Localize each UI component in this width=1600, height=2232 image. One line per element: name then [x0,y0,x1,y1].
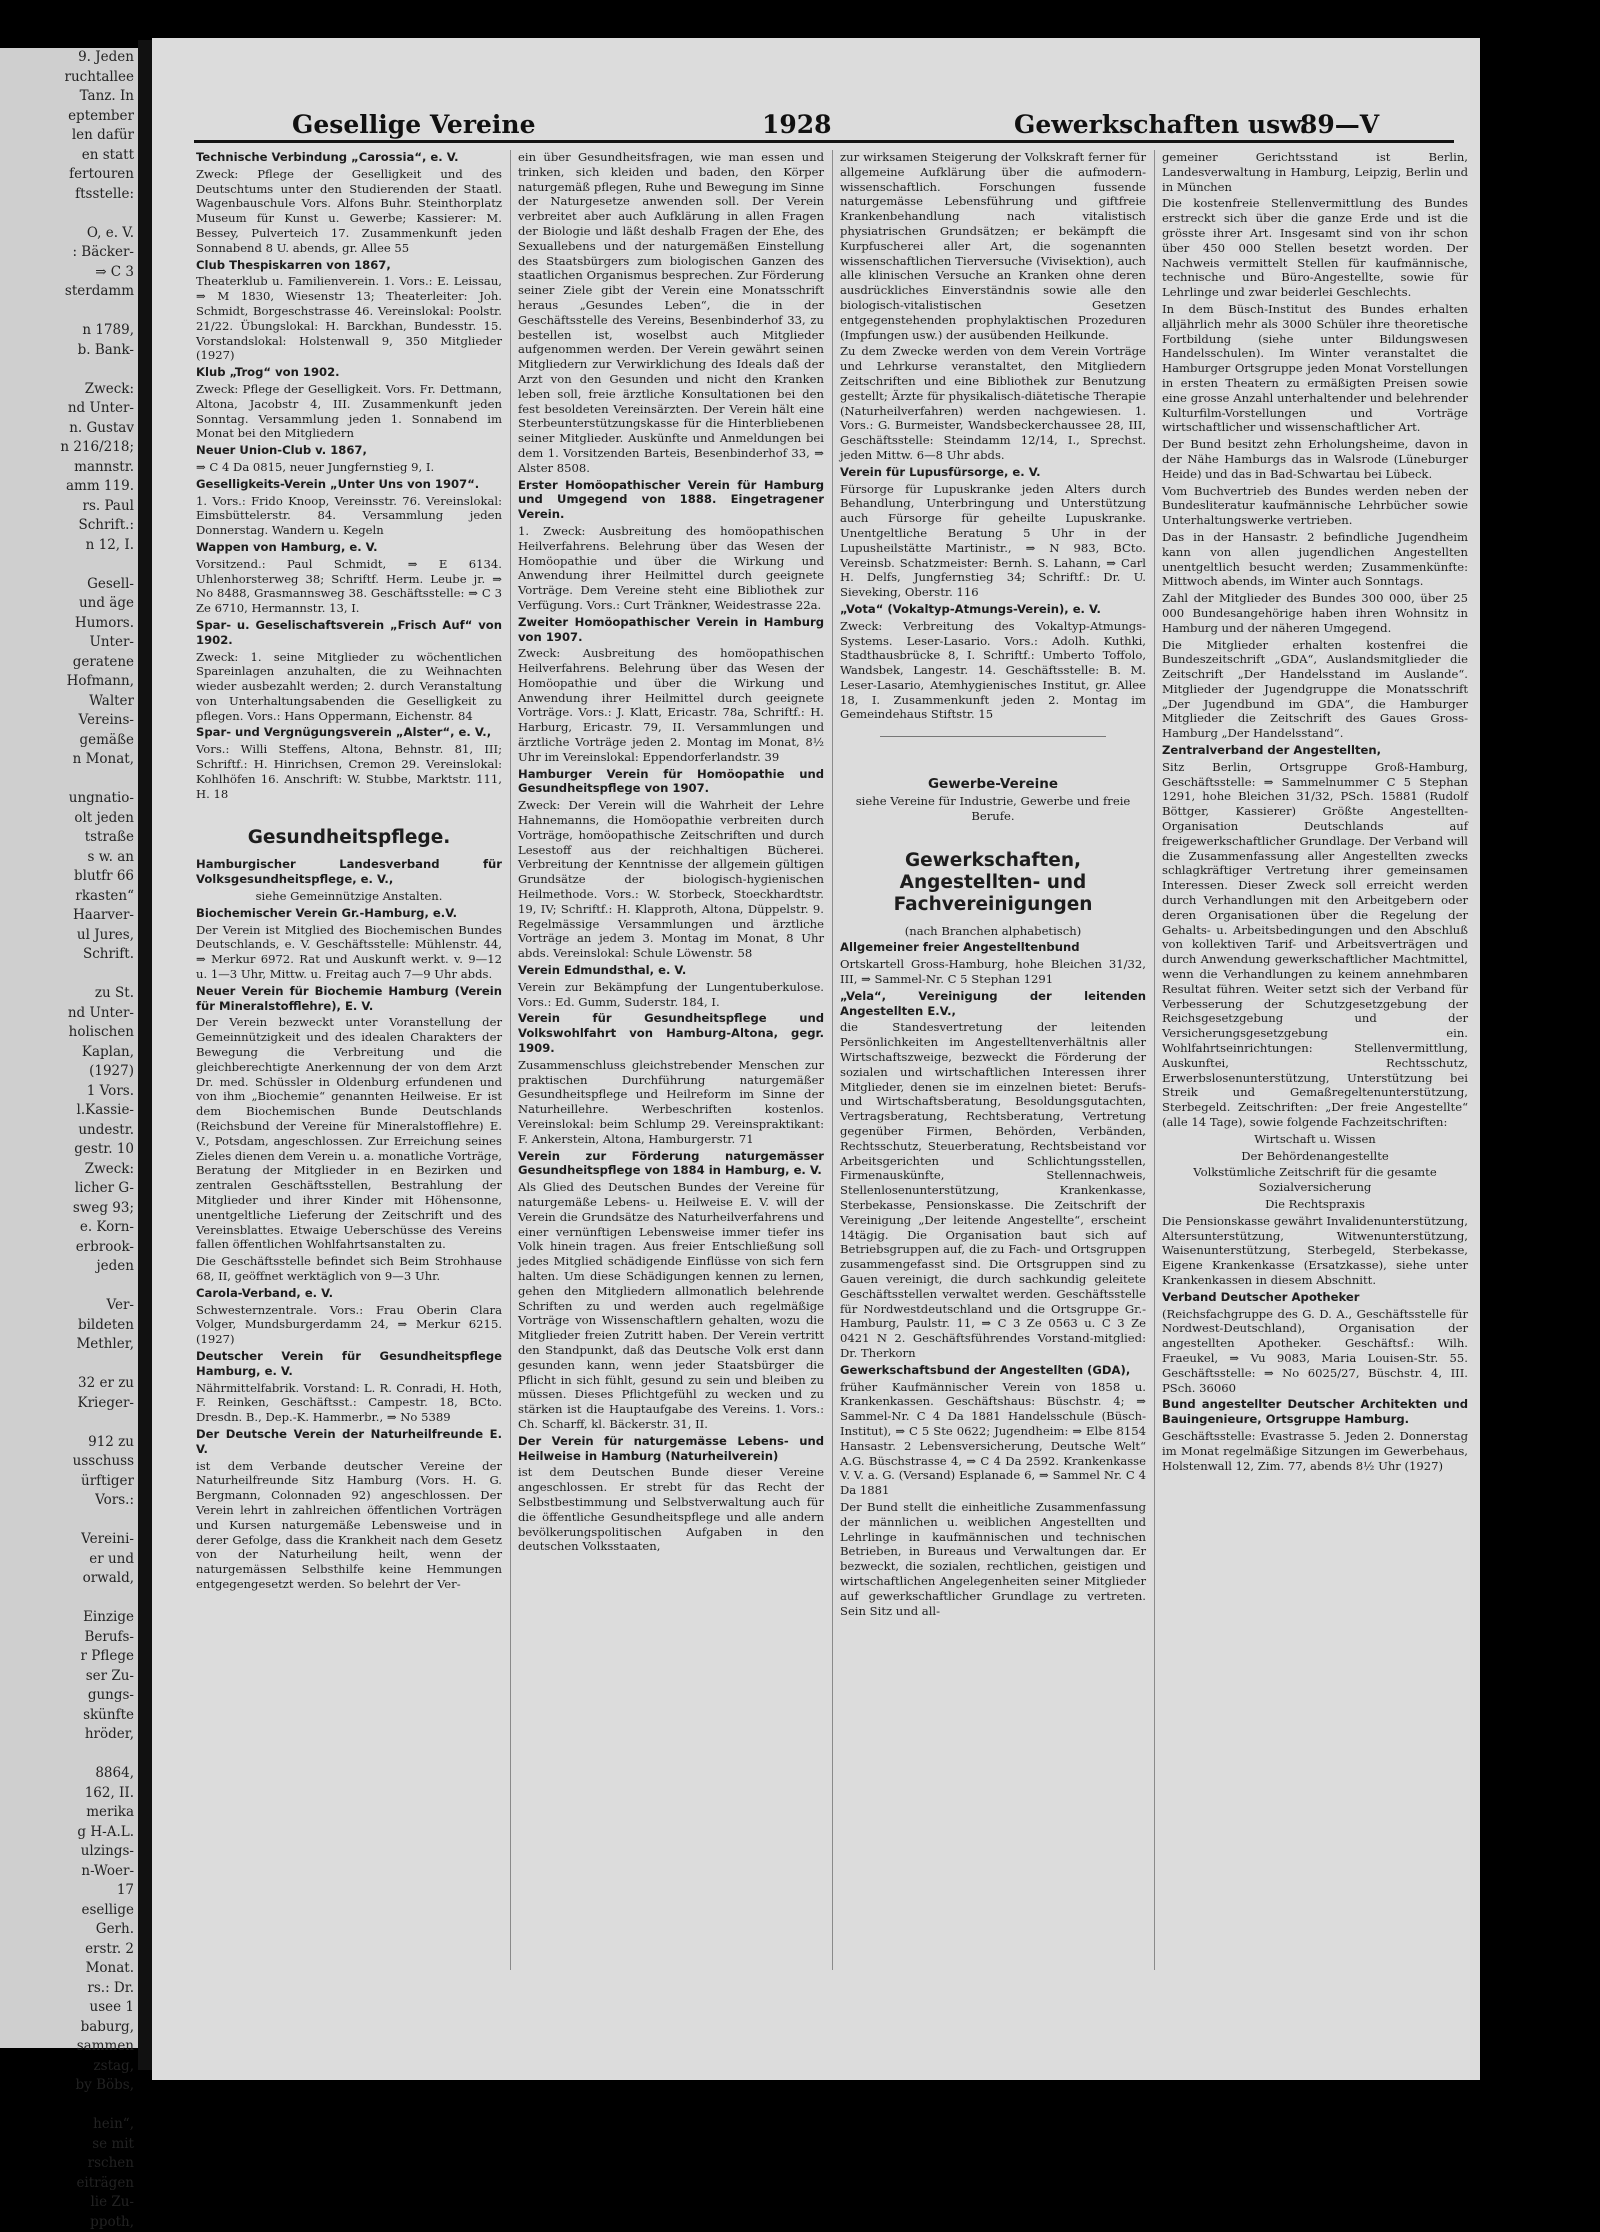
previous-page-fragment [0,48,138,2048]
centered-note: (nach Branchen alphabetisch) [840,924,1146,939]
entry-heading: Verein für Gesundheitspflege und Volkswohlfahrt von Hamburg-Altona, gegr. 1909. [518,1011,824,1055]
entry-text: ist dem Deutschen Bunde dieser Vereine angeschlossen. Er strebt für das Recht der Selbstbestimmung und Selbstverwaltung auch für die öffentliche Gesundheitspflege und alle andern bevölkerungspolitischen Aufgaben in den deutschen Volksstaaten, [518,1465,824,1554]
entry-heading: Wappen von Hamburg, e. V. [196,540,502,555]
entry-text: gemeiner Gerichtsstand ist Berlin, Landesverwaltung in Hamburg, Leipzig, Berlin und in München [1162,150,1468,194]
entry-text: Zweck: Verbreitung des Vokaltyp-Atmungs-Systems. Leser-Lasario. Vors.: Adolh. Kuthki, Stadthausbrücke 8, I. Schriftf.: Umberto Toffolo, Wandsbek, Langestr. 14. Geschäftsstelle: B. M. Leser-Lasario, Atemhygienisches Institut, gr. Allee 18, I. Zusammenkunft jeden 2. Montag im Gemeindehaus Stiftstr. 15 [840,619,1146,723]
entry-heading: Verein Edmundsthal, e. V. [518,963,824,978]
book-spine [138,40,152,2070]
entry-text: In dem Büsch-Institut des Bundes erhalten alljährlich mehr als 3000 Schüler ihre theoretische Fortbildung (siehe unter Bildungswesen Handelsschulen). Im Winter veranstaltet die Hamburger Ortsgruppe jeden Monat Vorstellungen in ersten Theatern zu ermäßigten Preisen sowie eine grosse Anzahl unterhaltender und belehrender Kulturfilm-Vorstellungen und Vorträge wirtschaftlicher und wissenschaftlicher Art. [1162,302,1468,435]
prev-page-line: eiträgen [0,2174,138,2194]
centered-note: siehe Gemeinnützige Anstalten. [196,889,502,904]
prev-page-line: n-Woer- [0,1862,138,1882]
prev-page-line: olt jeden [0,809,138,829]
entry-heading: Biochemischer Verein Gr.-Hamburg, e.V. [196,906,502,921]
prev-page-line: sterdamm [0,282,138,302]
prev-page-line: (1927) [0,1062,138,1082]
prev-page-line: ul Jures, [0,926,138,946]
section-heading: Gesundheitspflege. [196,827,502,849]
entry-text: Der Verein bezweckt unter Voranstellung der Gemeinnützigkeit und des idealen Charakters der Bewegung die Verbreitung und die gleichberechtigte Anerkennung der von dem Arzt Dr. med. Schüssler in Oldenburg erfundenen und von ihm „Biochemie“ genannten Heilweise. Er ist dem Biochemischen Bunde Deutschlands (Reichsbund der Vereine für Mineralstofflehre) E. V., Potsdam, angeschlossen. Zur Erreichung seines Zieles dienen dem Verein u. a. monatliche Vorträge, Beratung der Mitglieder in en Bezirken und zentralen Geschäftsstellen, Bestrahlung der Mitglieder und ihrer Kinder mit Höhensonne, unentgeltliche Lieferung der Zeitschrift und des Vereinsblattes. Etwaige Ueberschüsse des Vereins fallen öffentlichen Wohlfahrtsanstalten zu. [196,1015,502,1252]
entry-heading: Gewerkschaftsbund der Angestellten (GDA), [840,1363,1146,1378]
prev-page-line: eptember [0,107,138,127]
prev-page-line: len dafür [0,126,138,146]
entry-text: Zusammenschluss gleichstrebender Menschen zur praktischen Durchführung naturgemäßer Gesundheitspflege und Heilreform im Sinne der Naturheillehre. Werbeschriften kostenlos. Vereinslokal: beim Schlump 29. Vereinspraktikant: F. Ankerstein, Altona, Hamburgerstr. 71 [518,1058,824,1147]
prev-page-line [0,1511,138,1531]
centered-note: siehe Vereine für Industrie, Gewerbe und freie Berufe. [840,794,1146,824]
entry-text: früher Kaufmännischer Verein von 1858 u. Krankenkassen. Geschäftshaus: Büschstr. 4; ⇒ Sammel-Nr. C 4 Da 1881 Handelsschule (Büsch-Institut), ⇒ C 5 Ste 0622; Jugendheim: ⇒ Elbe 8154 Hansastr. 2 Lebensversicherung, Deutsche Welt“ A.G. Büschstrasse 4, ⇒ C 4 Da 2592. Krankenkasse V. V. a. G. (Versand) Esplanade 6, ⇒ Sammel Nr. C 4 Da 1881 [840,1380,1146,1498]
prev-page-line: merika [0,1803,138,1823]
prev-page-line: Einzige [0,1608,138,1628]
prev-page-line: gemäße [0,731,138,751]
entry-heading: „Vela“, Vereinigung der leitenden Angestellten E.V., [840,989,1146,1019]
entry-text: Zweck: Der Verein will die Wahrheit der Lehre Hahnemanns, die Homöopathie verbreiten durch Vorträge, homöopathische Zeitschriften und durch Lesestoff aus der reichhaltigen Bücherei. Verbreitung der Kenntnisse der allgemein gültigen Grundsätze der biologisch-hygienischen Heilmethode. Vors.: W. Storbeck, Stoeckhardtstr. 19, IV; Schriftf.: H. Klapproth, Altona, Düppelstr. 9. Regelmässige Versammlungen und ärztliche Vorträge an jedem 3. Montag im Monat, 8 Uhr abds. Vereinslokal: Schule Löwenstr. 58 [518,798,824,961]
prev-page-line: geratene [0,653,138,673]
entry-heading: Zentralverband der Angestellten, [1162,743,1468,758]
entry-text: Verein zur Bekämpfung der Lungentuberkulose. Vors.: Ed. Gumm, Suderstr. 184, I. [518,980,824,1010]
prev-page-line: Gerh. [0,1920,138,1940]
entry-text: ist dem Verbande deutscher Vereine der Naturheilfreunde Sitz Hamburg (Vors. H. G. Bergmann, Colonnaden 92) angeschlossen. Der Verein lehrt in zahlreichen öffentlichen Vorträgen und Kursen naturgemäße Lebensweise und in derer Gefolge, dass die Krankheit nach dem Gesetz von der Naturheilung heilt, wenn der naturgemässen Selbsthilfe keine Hemmungen entgegengesetzt werden. So belehrt der Ver- [196,1459,502,1592]
prev-page-line: 8864, [0,1764,138,1784]
entry-heading: Hamburgischer Landesverband für Volksgesundheitspflege, e. V., [196,857,502,887]
prev-page-line: ftsstelle: [0,185,138,205]
header-rule [194,140,1454,143]
prev-page-line: Zweck: [0,380,138,400]
entry-text: Vom Buchvertrieb des Bundes werden neben der Bundesliteratur kaufmännische Lehrbücher sowie Unterhaltungswerke vertrieben. [1162,484,1468,528]
entry-heading: Spar- und Vergnügungsverein „Alster“, e. V., [196,725,502,740]
prev-page-line: nd Unter- [0,399,138,419]
header-left-title: Gesellige Vereine [292,110,535,139]
entry-heading: Verband Deutscher Apotheker [1162,1290,1468,1305]
entry-heading: Verein zur Förderung naturgemässer Gesundheitspflege von 1884 in Hamburg, e. V. [518,1149,824,1179]
prev-page-line: ürftiger [0,1472,138,1492]
prev-page-line: Unter- [0,633,138,653]
prev-page-line [0,360,138,380]
prev-page-line: ⇒ C 3 [0,263,138,283]
entry-heading: „Vota“ (Vokaltyp-Atmungs-Verein), e. V. [840,602,1146,617]
prev-page-line [0,1355,138,1375]
prev-page-line: hein“, [0,2115,138,2135]
prev-page-line: nd Unter- [0,1004,138,1024]
prev-page-line: Methler, [0,1335,138,1355]
entry-heading: Klub „Trog“ von 1902. [196,365,502,380]
prev-page-line: er und [0,1550,138,1570]
column-divider [510,150,511,1970]
entry-heading: Spar- u. Geselischaftsverein „Frisch Auf“ von 1902. [196,618,502,648]
prev-page-line: Hofmann, [0,672,138,692]
prev-page-line: n 216/218; [0,438,138,458]
entry-heading: Deutscher Verein für Gesundheitspflege Hamburg, e. V. [196,1349,502,1379]
prev-page-line: undestr. [0,1121,138,1141]
prev-page-line: ppoth, [0,2213,138,2232]
prev-page-line: n. Gustav [0,419,138,439]
prev-page-line: erbrook- [0,1238,138,1258]
prev-page-line: usee 1 [0,1998,138,2018]
prev-page-line: n 1789, [0,321,138,341]
prev-page-line: fertouren [0,165,138,185]
page [152,38,1480,2080]
prev-page-line: amm 119. [0,477,138,497]
prev-page-line: Zweck: [0,1160,138,1180]
column-divider [1154,150,1155,1970]
entry-text: ⇒ C 4 Da 0815, neuer Jungfernstieg 9, I. [196,460,502,475]
prev-page-line: Schrift.: [0,516,138,536]
column-1 [196,150,502,1594]
prev-page-line: licher G- [0,1179,138,1199]
prev-page-line [0,1413,138,1433]
right-black-margin [1480,0,1600,2177]
prev-page-line: gungs- [0,1686,138,1706]
entry-text: Das in der Hansastr. 2 befindliche Jugendheim kann von allen jugendlichen Angestellten unentgeltlich besucht werden; Zusammenkünfte: Mittwoch abends, im Winter auch Sonntags. [1162,530,1468,589]
prev-page-line: blutfr 66 [0,867,138,887]
entry-text: Vorsitzend.: Paul Schmidt, ⇒ E 6134. Uhlenhorsterweg 38; Schriftf. Herm. Leube jr. ⇒ No 8488, Grasmannsweg 38. Geschäftsstelle: ⇒ C 3 Ze 6710, Hermannstr. 13, I. [196,557,502,616]
entry-text: Geschäftsstelle: Evastrasse 5. Jeden 2. Donnerstag im Monat regelmäßige Sitzungen im Gewerbehaus, Holstenwall 12, Zim. 77, abends 8½ Uhr (1927) [1162,1429,1468,1473]
centered-note: Wirtschaft u. Wissen [1162,1132,1468,1147]
prev-page-line [0,1745,138,1765]
entry-heading: Technische Verbindung „Carossia“, e. V. [196,150,502,165]
prev-page-line: r Pflege [0,1647,138,1667]
prev-page-line: Ver- [0,1296,138,1316]
prev-page-line: rs.: Dr. [0,1979,138,1999]
prev-page-line: gestr. 10 [0,1140,138,1160]
entry-text: Zweck: Ausbreitung des homöopathischen Heilverfahrens. Belehrung über das Wesen der Homöopathie und über die Wirkung und Anwendung ihrer Heilmittel durch geeignete Vorträge. Vors.: J. Klatt, Ericastr. 78a, Schriftf.: H. Harburg, Ericastr. 79, II. Versammlungen und ärztliche Vorträge jeden 2. Montag im Monat, 8½ Uhr im Vereinslokal: Eppendorferlandstr. 39 [518,646,824,764]
prev-page-line: Krieger- [0,1394,138,1414]
prev-page-line: und äge [0,594,138,614]
entry-heading: Bund angestellter Deutscher Architekten und Bauingenieure, Ortsgruppe Hamburg. [1162,1397,1468,1427]
entry-text: Der Bund besitzt zehn Erholungsheime, davon in der Nähe Hamburgs das in Walsrode (Lüneburger Heide) und das in Bad-Schwartau bei Lübeck. [1162,437,1468,481]
prev-page-line: 912 zu [0,1433,138,1453]
prev-page-line: erstr. 2 [0,1940,138,1960]
prev-page-line [0,1589,138,1609]
entry-text: Theaterklub u. Familienverein. 1. Vors.: E. Leissau, ⇒ M 1830, Wiesenstr 13; Theaterleiter: Joh. Schmidt, Borgeschstrasse 46. Vereinslokal: Poolstr. 21/22. Übungslokal: H. Barckhan, Bundesstr. 15. Vorstandslokal: Holstenwall 9, 350 Mitglieder (1927) [196,274,502,363]
entry-text: Zweck: Pflege der Geselligkeit. Vors. Fr. Dettmann, Altona, Jacobstr 4, III. Zusammenkunft jeden Sonntag. Versammlung jeden 1. Sonnabend im Monat bei den Mitgliedern [196,382,502,441]
entry-text: Sitz Berlin, Ortsgruppe Groß-Hamburg, Geschäftsstelle: ⇒ Sammelnummer C 5 Stephan 1291, hohe Bleichen 31/32, PSch. 15881 (Rudolf Böttger, Kassierer) Größte Angestellten-Organisation Deutschlands auf freigewerkschaftlicher Grundlage. Der Verband will die Zusammenfassung aller Angestellten zwecks schlagkräftiger Vertretung ihrer gemeinsamen Interessen. Dieser Zweck soll erreicht werden durch Verhandlungen mit den Arbeitgebern oder deren Organisationen über die Regelung der Gehalts- u. Arbeitsbedingungen und den Abschluß von kollektiven Tarif- und Arbeitsverträgen und durch Anwendung gewerkschaftlicher Machtmittel, wenn die Verhandlungen zu keinem annehmbaren Resultat führen. Weiter setzt sich der Verband für Verbesserung der Schutzgesetzgebung der Reichsgesetzgebung und der Versicherungsgesetzgebung ein. Wohlfahrtseinrichtungen: Stellenvermittlung, Auskunftei, Rechtsschutz, Erwerbslosenunterstützung, Unterstützung bei Streik und Gemaßregeltenunterstützung, Sterbegeld. Zeitschriften: „Der freie Angestellte“ (alle 14 Tage), sowie folgende Fachzeitschriften: [1162,760,1468,1130]
prev-page-line: sammen [0,2037,138,2057]
column-3 [840,150,1146,1620]
prev-page-line: ungnatio- [0,789,138,809]
entry-text: Zweck: Pflege der Geselligkeit und des Deutschtums unter den Studierenden der Staatl. Wagenbauschule Vors. Alfons Buhr. Steinthorplatz Museum für Kunst u. Gewerbe; Kassierer: M. Bessey, Pulverteich 17. Zusammenkunft jeden Sonnabend 8 U. abends, gr. Allee 55 [196,167,502,256]
entry-text: Ortskartell Gross-Hamburg, hohe Bleichen 31/32, III, ⇒ Sammel-Nr. C 5 Stephan 1291 [840,957,1146,987]
prev-page-line [0,302,138,322]
prev-page-line: 9. Jeden [0,48,138,68]
prev-page-line: Kaplan, [0,1043,138,1063]
prev-page-line: rs. Paul [0,497,138,517]
prev-page-line: 32 er zu [0,1374,138,1394]
prev-page-line: Humors. [0,614,138,634]
prev-page-line: skünfte [0,1706,138,1726]
entry-heading: Zweiter Homöopathischer Verein in Hamburg von 1907. [518,615,824,645]
entry-text: Die Pensionskasse gewährt Invalidenunterstützung, Altersunterstützung, Witwenunterstützung, Waisenunterstützung, Sterbegeld, Sterbekasse, Eigene Krankenkasse (Ersatzkasse), siehe unter Krankenkassen in diesem Abschnitt. [1162,1214,1468,1288]
entry-text: ein über Gesundheitsfragen, wie man essen und trinken, sich kleiden und baden, den Körper naturgemäß pflegen, Ruhe und Bewegung im Sinne der Naturgesetze anwenden soll. Der Verein verbreitet aber auch Aufklärung in allen Fragen der Biologie und läßt deshalb Fragen der Ehe, des Sexuallebens und der naturgemäßen Einstellung des Staatsbürgers zum biologischen Ganzen des staatlichen Organismus besprechen. Zur Förderung seiner Ziele gibt der Verein eine Monatsschrift heraus „Gesundes Leben“, die in der Geschäftsstelle des Vereins, Besenbinderhof 33, zu bestellen ist, woselbst auch Mitglieder aufgenommen werden. Der Verein gewährt seinen Mitgliedern zur Verwirklichung des Ideals daß der Arzt von den Gesunden und nicht den Kranken leben soll, freie ärztliche Konsultationen bei den fest besoldeten Vereinsärzten. Der Verein hält eine Sterbeunterstützungskasse für die Hinterbliebenen seiner Mitglieder. Auskünfte und Anmeldungen bei dem 1. Vorsitzenden Barteis, Besenbinderhof 33, ⇒ Alster 8508. [518,150,824,476]
prev-page-line: Walter [0,692,138,712]
prev-page-line: Schrift. [0,945,138,965]
entry-text: Nährmittelfabrik. Vorstand: L. R. Conradi, H. Hoth, F. Reinken, Geschäftsst.: Campestr. 18, BCto. Dresdn. B., Dep.-K. Hammerbr., ⇒ No 5389 [196,1381,502,1425]
entry-heading: Verein für Lupusfürsorge, e. V. [840,465,1146,480]
column-divider [832,150,833,1970]
prev-page-line: s w. an [0,848,138,868]
prev-page-line [0,965,138,985]
prev-page-line: l.Kassie- [0,1101,138,1121]
entry-text: Die kostenfreie Stellenvermittlung des Bundes erstreckt sich über die ganze Erde und ist die grösste ihrer Art. Insgesamt sind von ihr schon über 450 000 Stellen besetzt worden. Der Nachweis vermittelt Stellen für kaufmännische, technische und Büro-Angestellte, sowie für Lehrlinge und zwar beiderlei Geschlechts. [1162,196,1468,300]
entry-text: zur wirksamen Steigerung der Volkskraft ferner für allgemeine Aufklärung über die aufmodern-wissenschaftlich. Forschungen fussende naturgemässe Lebensführung und giftfreie Krankenbehandlung nach vitalistisch physiatrischen Grundsätzen; er bekämpft die Kurpfuscherei aller Art, die sogenannten wissenschaftlichen Tierversuche (Vivisektion), auch alle klinischen Versuche an Kranken ohne deren ausdrückliches Einverständnis sowie alle den biologisch-vitalistischen Gesetzen entgegenstehenden prophylaktischen Prozeduren (Impfungen usw.) der ausübenden Heilkunde. [840,150,1146,342]
entry-text: 1. Zweck: Ausbreitung des homöopathischen Heilverfahrens. Belehrung über das Wesen der Homöopathie und über die Wirkung und Anwendung ihrer Heilmittel durch geeignete Vorträge. Dem Vereine steht eine Bibliothek zur Verfügung. Vors.: Curt Tränkner, Weidestrasse 22a. [518,524,824,613]
prev-page-line: hröder, [0,1725,138,1745]
entry-text: Schwesternzentrale. Vors.: Frau Oberin Clara Volger, Mundsburgerdamm 24, ⇒ Merkur 6215. (1927) [196,1303,502,1347]
prev-page-line: 1 Vors. [0,1082,138,1102]
entry-heading: Carola-Verband, e. V. [196,1286,502,1301]
prev-page-line: orwald, [0,1569,138,1589]
prev-page-line: se mit [0,2135,138,2155]
prev-page-line: tstraße [0,828,138,848]
prev-page-line: : Bäcker- [0,243,138,263]
entry-text: die Standesvertretung der leitenden Persönlichkeiten im Angestelltenverhältnis aller Wirtschaftszweige, bezweckt die Förderung der sozialen und wirtschaftlichen Interessen ihrer Mitglieder, denen sie im einzelnen bietet: Berufs- und Wirtschaftsberatung, Besoldungsgutachten, Vertragsberatung, Rechtsberatung, Vertretung gegenüber Firmen, Behörden, Verbänden, Rechtsschutz, Steuerberatung, Rechtsbeistand vor Arbeitsgerichten und Schlichtungsstellen, Firmenauskünfte, Stellennachweis, Stellenlosenunterstützung, Krankenkasse, Sterbekasse, Pensionskasse. Die Zeitschrift der Vereinigung „Der leitende Angestellte“, erscheint 14tägig. Die Organisation baut sich auf Betriebsgruppen auf, die zu Fach- und Ortsgruppen zusammengefasst sind. Die Ortsgruppen sind zu Gauen vereinigt, die durch sachkundig geleitete Geschäftsstellen verwaltet werden. Geschäftsstelle für Nordwestdeutschland und die Ortsgruppe Gr.-Hamburg, Paulstr. 11, ⇒ C 3 Ze 0563 u. C 3 Ze 0421 N 2. Geschäftsführendes Vorstand-mitglied: Dr. Therkorn [840,1020,1146,1360]
centered-note: Volkstümliche Zeitschrift für die gesamte Sozialversicherung [1162,1165,1468,1195]
prev-page-line [0,2096,138,2116]
entry-heading: Erster Homöopathischer Verein für Hamburg und Umgegend von 1888. Eingetragener Verein. [518,478,824,522]
entry-text: Der Verein ist Mitglied des Biochemischen Bundes Deutschlands, e. V. Geschäftsstelle: Mühlenstr. 44, ⇒ Merkur 6972. Rat und Auskunft werkt. v. 9—12 u. 1—3 Uhr, Mittw. u. Freitag auch 7—9 Uhr abds. [196,923,502,982]
entry-text: Als Glied des Deutschen Bundes der Vereine für naturgemäße Lebens- u. Heilweise E. V. will der Verein die Grundsätze des Naturheilverfahrens und einer vernünftigen Lebensweise immer tiefer ins Volk hinein tragen. Aus freier Entschließung soll jedes Mitglied schädigende Einflüsse von sich fern halten. Um diese Schädigungen kennen zu lernen, gehen den Mitgliedern allmonatlich belehrende Schriften zu und werden auch regelmäßige Vorträge von Wissenschaftlern gehalten, wozu die Mitglieder freien Zutritt haben. Der Verein vertritt den Standpunkt, daß das Deutsche Volk erst dann gesunden kann, wenn jeder Staatsbürger die Pflicht in sich fühlt, gesund zu sein und bleiben zu müssen. Dieses Pflichtgefühl zu wecken und zu stärken ist die Hauptaufgabe des Vereins. 1. Vors.: Ch. Scharff, kl. Bäckerstr. 31, II. [518,1180,824,1432]
column-2 [518,150,824,1556]
prev-page-line: lie Zu- [0,2193,138,2213]
entry-text: Fürsorge für Lupuskranke jeden Alters durch Behandlung, Unterbringung und Unterstützung auch Fürsorge für geheilte Lupuskranke. Unentgeltliche Beratung 5 Uhr in der Lupusheilstätte Martinistr., ⇒ N 983, BCto. Vereinsb. Schatzmeister: Bernh. S. Lahann, ⇒ Carl H. Delfs, Jungfernstieg 34; Schriftf.: Dr. U. Sieveking, Oberstr. 116 [840,482,1146,600]
prev-page-line [0,1277,138,1297]
prev-page-line: jeden [0,1257,138,1277]
prev-page-line: ruchtallee [0,68,138,88]
prev-page-line: rschen [0,2154,138,2174]
column-4 [1162,150,1468,1475]
entry-text: Vors.: Willi Steffens, Altona, Behnstr. 81, III; Schriftf.: H. Hinrichsen, Cremon 29. Vereinslokal: Kohlhöfen 16. Anschrift: W. Stubbe, Marktstr. 111, H. 18 [196,742,502,801]
prev-page-line: zu St. [0,984,138,1004]
entry-heading: Allgemeiner freier Angestelltenbund [840,940,1146,955]
entry-text: (Reichsfachgruppe des G. D. A., Geschäftsstelle für Nordwest-Deutschland), Organisation der angestellten Apotheker. Geschäftsf.: Wilh. Fraeukel, ⇒ Vu 9083, Maria Louisen-Str. 55. Geschäftsstelle: ⇒ No 6025/27, Büschstr. 4, III. PSch. 36060 [1162,1307,1468,1396]
prev-page-line: 17 [0,1881,138,1901]
prev-page-line: Vereini- [0,1530,138,1550]
prev-page-line: 162, II. [0,1784,138,1804]
prev-page-line: Berufs- [0,1628,138,1648]
prev-page-line: b. Bank- [0,341,138,361]
entry-text: Die Mitglieder erhalten kostenfrei die Bundeszeitschrift „GDA“, Auslandsmitglieder die Zeitschrift „Der Handelsstand im Auslande“. Mitglieder der Jugendgruppe die Monatsschrift „Der Jugendbund im GDA“, die Hamburger Mitglieder die Zeitschrift des Gaues Gross-Hamburg „Der Handelsstand“. [1162,638,1468,742]
prev-page-line: esellige [0,1901,138,1921]
prev-page-line: ser Zu- [0,1667,138,1687]
prev-page-line [0,555,138,575]
prev-page-line: Haarver- [0,906,138,926]
prev-page-line: usschuss [0,1452,138,1472]
subsection-heading: Gewerbe-Vereine [840,777,1146,792]
entry-heading: Neuer Union-Club v. 1867, [196,443,502,458]
prev-page-line: sweg 93; [0,1199,138,1219]
section-separator [880,736,1106,737]
prev-page-line: mannstr. [0,458,138,478]
entry-heading: Hamburger Verein für Homöopathie und Gesundheitspflege von 1907. [518,767,824,797]
prev-page-line [0,204,138,224]
prev-page-line: zstag, [0,2057,138,2077]
entry-text: Der Bund stellt die einheitliche Zusammenfassung der männlichen u. weiblichen Angestellten und Lehrlinge in kaufmännischen und technischen Betrieben, in Bureaus und Verwaltungen dar. Er bezweckt, die sozialen, rechtlichen, geistigen und wirtschaftlichen Angelegenheiten seiner Mitglieder auf gewerkschaftlicher Grundlage zu vertreten. Sein Sitz und all- [840,1500,1146,1618]
prev-page-line: n Monat, [0,750,138,770]
prev-page-line: Vereins- [0,711,138,731]
prev-page-line: g H-A.L. [0,1823,138,1843]
prev-page-line: n 12, I. [0,536,138,556]
header-year: 1928 [762,110,832,139]
entry-text: 1. Vors.: Frido Knoop, Vereinsstr. 76. Vereinslokal: Eimsbüttelerstr. 84. Versammlung jeden Donnerstag. Wandern u. Kegeln [196,494,502,538]
prev-page-line: Tanz. In [0,87,138,107]
prev-page-line: e. Korn- [0,1218,138,1238]
prev-page-line: by Böbs, [0,2076,138,2096]
prev-page-line: bildeten [0,1316,138,1336]
prev-page-line: O, e. V. [0,224,138,244]
page-number: 89—V [1300,110,1379,139]
entry-heading: Der Verein für naturgemässe Lebens- und Heilweise in Hamburg (Naturheilverein) [518,1434,824,1464]
entry-text: Zahl der Mitglieder des Bundes 300 000, über 25 000 Bundesangehörige haben ihren Wohnsitz in Hamburg und der näheren Umgegend. [1162,591,1468,635]
prev-page-line [0,770,138,790]
prev-page-line: Monat. [0,1959,138,1979]
entry-heading: Geselligkeits-Verein „Unter Uns von 1907“. [196,477,502,492]
prev-page-line: Vors.: [0,1491,138,1511]
entry-text: Zu dem Zwecke werden von dem Verein Vorträge und Lehrkurse veranstaltet, den Mitgliedern Zeitschriften und eine Bibliothek zur Benutzung gestellt; Ärzte für physikalisch-diätetische Therapie (Naturheilverfahren) werden nachgewiesen. 1. Vors.: G. Burmeister, Wandsbeckerchaussee 28, III, Geschäftsstelle: Steindamm 12/14, I., Sprechst. jeden Mittw. 6—8 Uhr abds. [840,344,1146,462]
entry-heading: Neuer Verein für Biochemie Hamburg (Verein für Mineralstofflehre), E. V. [196,984,502,1014]
entry-text: Zweck: 1. seine Mitglieder zu wöchentlichen Spareinlagen anzuhalten, die zu Weihnachten wieder ausbezahlt werden; 2. durch Veranstaltung von Unterhaltungsabenden die Geselligkeit zu pflegen. Vors.: Hans Oppermann, Eichenstr. 84 [196,650,502,724]
prev-page-line: holischen [0,1023,138,1043]
entry-text: Die Geschäftsstelle befindet sich Beim Strohhause 68, II, geöffnet werktäglich von 9—3 Uhr. [196,1254,502,1284]
prev-page-line: ulzings- [0,1842,138,1862]
prev-page-line: Gesell- [0,575,138,595]
centered-note: Der Behördenangestellte [1162,1149,1468,1164]
prev-page-line: baburg, [0,2018,138,2038]
prev-page-line: en statt [0,146,138,166]
entry-heading: Der Deutsche Verein der Naturheilfreunde E. V. [196,1427,502,1457]
centered-note: Die Rechtspraxis [1162,1197,1468,1212]
entry-heading: Club Thespiskarren von 1867, [196,258,502,273]
header-right-title: Gewerkschaften usw. [1014,110,1308,139]
section-heading: Gewerkschaften, Angestellten- und Fachvereinigungen [840,850,1146,916]
prev-page-line: rkasten“ [0,887,138,907]
